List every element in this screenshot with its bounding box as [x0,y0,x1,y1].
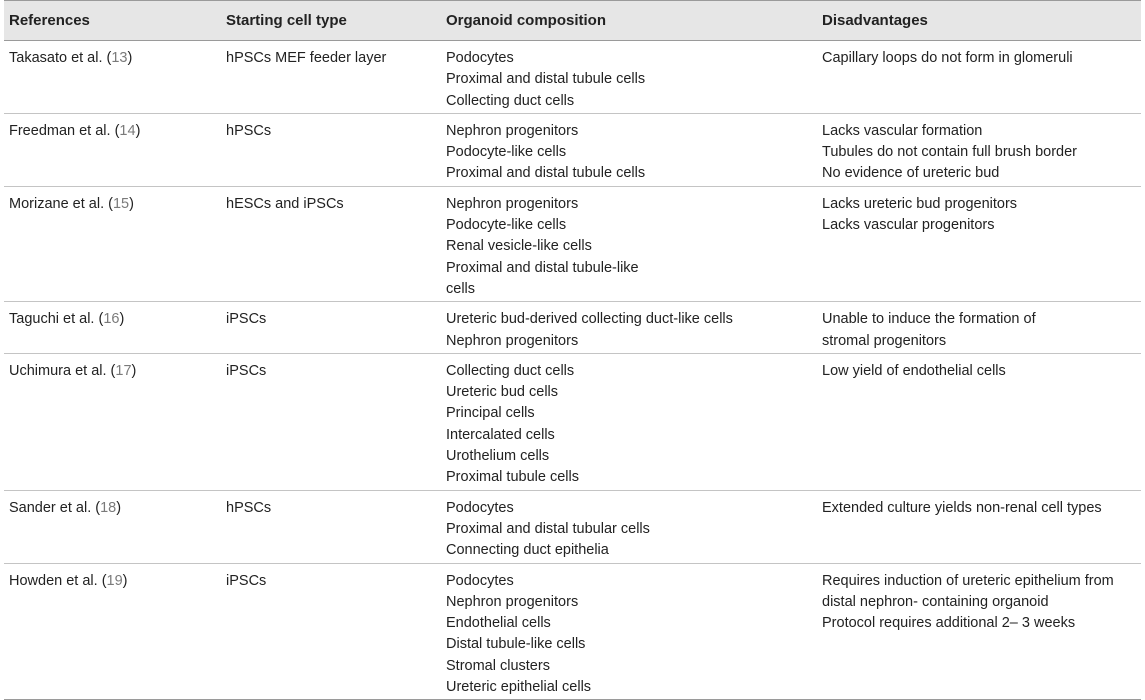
reference-citation-link[interactable]: 16 [103,311,120,328]
composition-line: Podocytes [446,499,514,516]
reference-author: Uchimura et al. ( [9,362,116,379]
disadvantage-line: stromal progenitors [822,332,947,349]
disadvantage-line: Capillary loops do not form in glomeruli [822,50,1073,66]
cell-reference [4,563,222,700]
reference-close-paren: ) [129,195,134,212]
cell-starting-cell-type [222,113,442,186]
cell-disadvantages [818,490,1141,563]
table-row [4,41,1141,114]
composition-line: Intercalated cells [446,426,555,443]
cell-organoid-composition [442,353,818,490]
cell-reference [4,490,222,563]
reference-author: Howden et al. ( [9,572,107,589]
table-body [4,41,1141,700]
cell-disadvantages [818,41,1141,114]
reference-author: Freedman et al. ( [9,122,120,139]
cell-type-line: hPSCs [226,122,272,139]
composition-line: Proximal tubule cells [446,469,579,486]
composition-line: cells [446,280,476,297]
cell-organoid-composition [442,113,818,186]
reference-citation-link[interactable]: 19 [106,572,123,589]
cell-type-line: hPSCs MEF feeder layer [226,50,387,66]
reference-author: Sander et al. ( [9,499,101,516]
composition-line: Collecting duct cells [446,362,575,379]
cell-reference [4,113,222,186]
composition-line: Principal cells [446,405,535,422]
composition-line: Proximal and distal tubular cells [446,520,650,537]
cell-reference [4,353,222,490]
cell-starting-cell-type [222,186,442,301]
table-row [4,302,1141,354]
header-row [4,1,1141,41]
disadvantage-line: Unable to induce the formation of [822,311,1036,328]
cell-type-line: iPSCs [226,311,267,328]
reference-citation-link[interactable]: 17 [115,362,132,379]
composition-line: Connecting duct epithelia [446,542,609,559]
cell-organoid-composition [442,490,818,563]
composition-line: Distal tubule-like cells [446,636,586,653]
table-row [4,490,1141,563]
composition-line: Proximal and distal tubule cells [446,165,646,182]
table-row [4,186,1141,301]
disadvantage-line: Lacks vascular formation [822,122,983,139]
cell-starting-cell-type [222,490,442,563]
cell-disadvantages [818,563,1141,700]
header-organoid-composition: Organoid composition [442,1,818,41]
composition-line: Podocyte-like cells [446,144,567,161]
cell-organoid-composition [442,302,818,354]
composition-line: Proximal and distal tubule-like [446,259,639,276]
reference-author: Taguchi et al. ( [9,311,104,328]
cell-starting-cell-type [222,353,442,490]
header-disadvantages: Disadvantages [818,1,1141,41]
reference-citation-link[interactable]: 18 [100,499,117,516]
cell-starting-cell-type [222,563,442,700]
cell-type-line: hPSCs [226,499,272,516]
composition-line: Collecting duct cells [446,92,575,109]
cell-reference [4,302,222,354]
reference-citation-link[interactable]: 15 [112,195,130,212]
disadvantage-line: Requires induction of ureteric epithelium from [822,572,1114,589]
composition-line: Podocytes [446,50,514,66]
header-starting-cell-type: Starting cell type [222,1,442,41]
reference-close-paren: ) [122,572,128,589]
disadvantage-line: Protocol requires additional 2– 3 weeks [822,615,1076,632]
disadvantage-line: Tubules do not contain full brush border [822,144,1077,161]
cell-starting-cell-type [222,302,442,354]
table-header [4,1,1141,41]
composition-line: Stromal clusters [446,657,550,674]
cell-disadvantages [818,186,1141,301]
composition-line: Ureteric epithelial cells [446,679,592,696]
cell-starting-cell-type [222,41,442,114]
cell-type-line: iPSCs [226,362,267,379]
disadvantage-line: distal nephron- containing organoid [822,593,1049,610]
composition-line: Urothelium cells [446,448,550,465]
composition-line: Nephron progenitors [446,593,579,610]
organoid-table [4,0,1141,700]
composition-line: Endothelial cells [446,615,551,632]
cell-organoid-composition [442,563,818,700]
cell-type-line: hESCs and iPSCs [226,195,344,212]
reference-citation-link[interactable]: 13 [111,50,128,66]
cell-disadvantages [818,353,1141,490]
disadvantage-line: Low yield of endothelial cells [822,362,1006,379]
disadvantage-line: Extended culture yields non-renal cell types [822,499,1102,516]
disadvantage-line: Lacks ureteric bud progenitors [822,195,1018,212]
composition-line: Nephron progenitors [446,195,579,212]
cell-disadvantages [818,302,1141,354]
cell-type-line: iPSCs [226,572,267,589]
composition-line: Proximal and distal tubule cells [446,71,646,88]
reference-author: Morizane et al. ( [9,195,113,212]
cell-disadvantages [818,113,1141,186]
cell-organoid-composition [442,41,818,114]
reference-close-paren: ) [116,499,122,516]
disadvantage-line: Lacks vascular progenitors [822,217,995,234]
cell-reference [4,186,222,301]
composition-line: Nephron progenitors [446,332,579,349]
reference-citation-link[interactable]: 14 [119,122,136,139]
cell-organoid-composition [442,186,818,301]
cell-reference [4,41,222,114]
reference-close-paren: ) [127,50,133,66]
table-row [4,563,1141,700]
composition-line: Ureteric bud cells [446,384,559,401]
table-row [4,353,1141,490]
disadvantage-line: No evidence of ureteric bud [822,165,1000,182]
reference-close-paren: ) [135,122,141,139]
reference-close-paren: ) [119,311,125,328]
composition-line: Ureteric bud-derived collecting duct-like cells [446,311,733,328]
composition-line: Podocyte-like cells [446,217,567,234]
composition-line: Nephron progenitors [446,122,579,139]
reference-close-paren: ) [131,362,137,379]
table-row [4,113,1141,186]
header-references: References [4,1,222,41]
composition-line: Renal vesicle-like cells [446,238,592,255]
reference-author: Takasato et al. ( [9,50,112,66]
composition-line: Podocytes [446,572,514,589]
